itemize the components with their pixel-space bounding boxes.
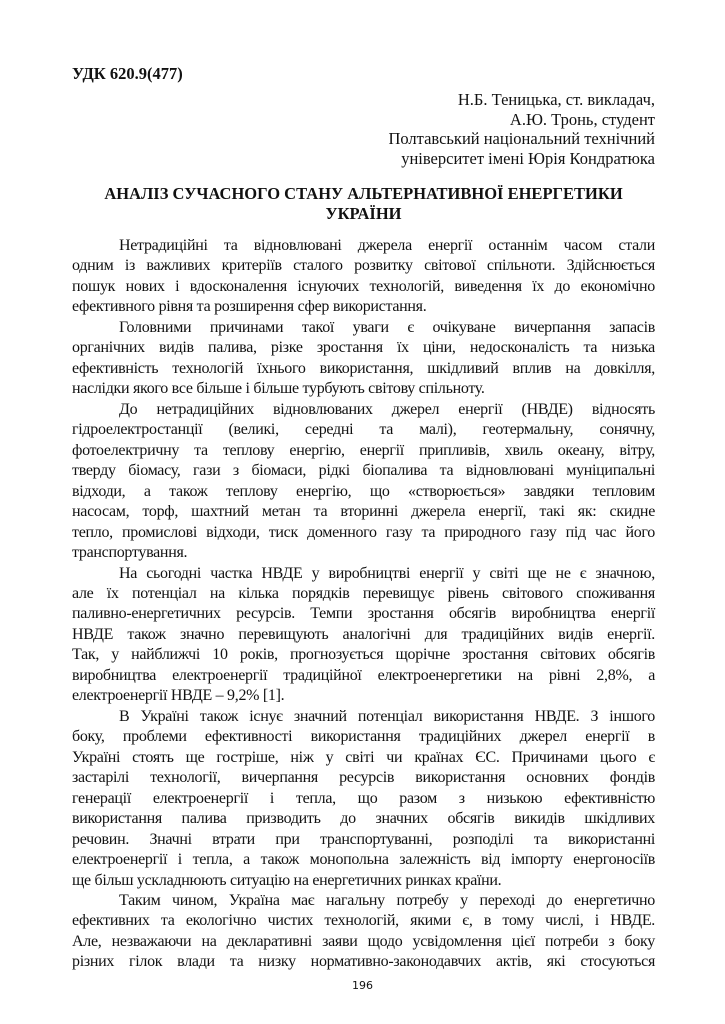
text-line: електроенергії і тепла, а також монопольна залежність від імпорту енергоносіїв bbox=[72, 851, 655, 869]
text-line: боку, проблеми ефективності використання традиційних джерел енергії в bbox=[72, 728, 655, 746]
author-line: А.Ю. Тронь, студент bbox=[509, 109, 655, 129]
text-line: Але, незважаючи на декларативні заяви щодо усвідомлення цієї потреби з боку bbox=[72, 932, 655, 950]
page-number: 196 bbox=[352, 979, 373, 992]
text-line: застарілі технології, вичерпання ресурсів використання основних фондів bbox=[72, 769, 655, 787]
text-line: наслідки якого все більше і більше турбують світову спільноту. bbox=[72, 380, 485, 398]
text-line: тепло, промислові відходи, тиск доменного газу та природного газу під час його bbox=[72, 523, 655, 541]
text-line: паливно-енергетичних ресурсів. Темпи зростання обсягів виробництва енергії bbox=[72, 605, 655, 623]
paragraph bbox=[72, 400, 655, 564]
udk-code: УДК 620.9(477) bbox=[72, 64, 183, 83]
text-line: одним із важливих критеріїв сталого розвитку світової спільноти. Здійснюється bbox=[72, 257, 655, 275]
paragraph bbox=[72, 707, 655, 891]
text-line: органічних видів палива, різке зростання їх ціни, недосконалість та низька bbox=[72, 339, 655, 357]
text-line: фотоелектричну та теплову енергію, енергії припливів, хвиль океану, вітру, bbox=[72, 441, 655, 459]
text-line: В Україні також існує значний потенціал використання НВДЕ. З іншого bbox=[119, 707, 655, 725]
text-line: але їх потенціал на кілька порядків перевищує рівень світового споживання bbox=[72, 584, 655, 602]
text-line: До нетрадиційних відновлюваних джерел енергії (НВДЕ) відносять bbox=[119, 400, 655, 418]
affiliation-line: Полтавський національний технічний bbox=[388, 129, 655, 149]
text-line: речовин. Значні втрати при транспортуванні, розподілі та використанні bbox=[72, 830, 655, 848]
text-line: відходи, а також теплову енергію, що «створюється» завдяки тепловим bbox=[72, 482, 655, 500]
text-line: тверду біомасу, гази з біомаси, рідкі біопалива та відновлювані муніципальні bbox=[72, 462, 655, 480]
text-line: виробництва електроенергії традиційної електроенергетики на рівні 2,8%, а bbox=[72, 666, 655, 684]
authors-block bbox=[388, 90, 655, 168]
text-line: Таким чином, Україна має нагальну потребу у переході до енергетично bbox=[119, 892, 655, 909]
article-body bbox=[72, 236, 655, 973]
text-line: ефективність технологій їхнього використання, шкідливий вплив на довкілля, bbox=[72, 359, 655, 377]
paragraph bbox=[72, 318, 655, 400]
title-line: УКРАЇНИ bbox=[325, 203, 402, 223]
text-line: Україні стоять ще гостріше, ніж у світі чи країнах ЄС. Причинами цього є bbox=[72, 748, 655, 766]
affiliation-line: університет імені Юрія Кондратюка bbox=[401, 148, 655, 168]
text-line: НВДЕ також значно перевищують аналогічні для традиційних видів енергії. bbox=[72, 625, 655, 643]
text-line: різних гілок влади та низку нормативно-законодавчих актів, які стосуються bbox=[72, 953, 655, 971]
paragraph bbox=[72, 564, 655, 707]
title-line: АНАЛІЗ СУЧАСНОГО СТАНУ АЛЬТЕРНАТИВНОЇ ЕНЕРГЕТИКИ bbox=[104, 184, 623, 203]
article-title bbox=[72, 184, 655, 223]
text-line: ефективного рівня та розширення сфер використання. bbox=[72, 298, 427, 316]
text-line: ефективних та екологічно чистих технологій, якими є, в тому числі, і НВДЕ. bbox=[72, 912, 655, 930]
text-line: насосам, торф, шахтний метан та вторинні джерела енергії, такі як: скидне bbox=[72, 503, 655, 521]
paragraph bbox=[72, 891, 655, 973]
text-line: електроенергії НВДЕ – 9,2% [1]. bbox=[72, 687, 285, 705]
text-line: гідроелектростанції (великі, середні та малі), геотермальну, сонячну, bbox=[72, 421, 655, 439]
text-line: Нетрадиційні та відновлювані джерела енергії останнім часом стали bbox=[119, 237, 655, 254]
text-line: використання палива призводить до значних обсягів викидів шкідливих bbox=[72, 810, 655, 828]
text-line: ще більш ускладнюють ситуацію на енергетичних ринках країни. bbox=[72, 871, 502, 889]
text-line: транспортування. bbox=[72, 544, 188, 562]
author-line: Н.Б. Теницька, ст. викладач, bbox=[457, 90, 655, 109]
text-line: генерації електроенергії і тепла, що разом з низькою ефективністю bbox=[72, 789, 655, 807]
text-line: На сьогодні частка НВДЕ у виробництві енергії у світі ще не є значною, bbox=[119, 564, 655, 582]
text-line: Так, у найближчі 10 років, прогнозується щорічне зростання світових обсягів bbox=[72, 646, 655, 664]
text-line: Головними причинами такої уваги є очікуване вичерпання запасів bbox=[119, 318, 655, 336]
paragraph bbox=[72, 236, 655, 318]
text-line: пошук нових і вдосконалення існуючих технологій, виведення їх до економічно bbox=[72, 277, 655, 295]
